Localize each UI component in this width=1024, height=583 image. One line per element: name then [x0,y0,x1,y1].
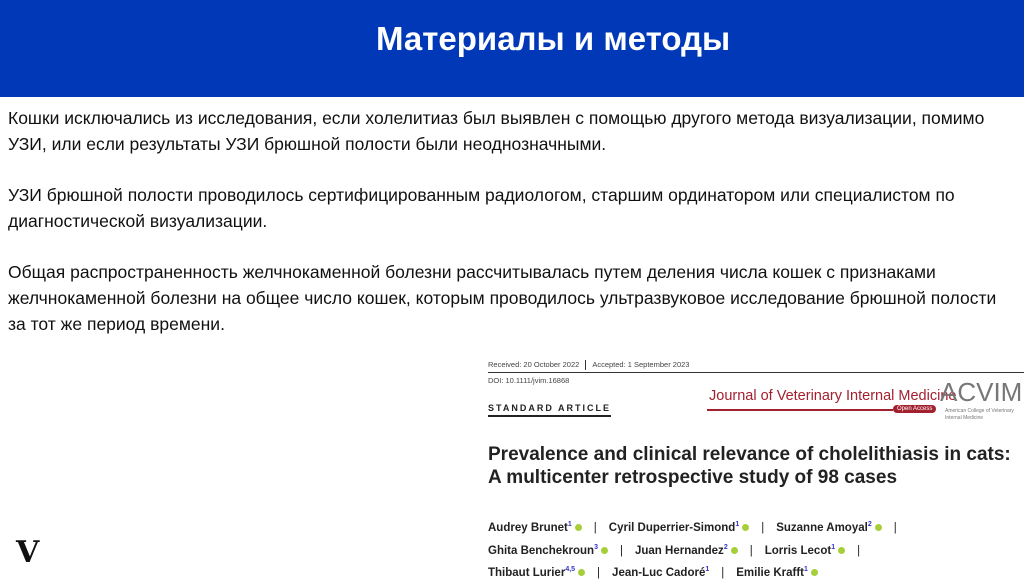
author: Emilie Krafft$^1$ [736,567,818,579]
orcid-icon [875,524,882,531]
author: Suzanne Amoyal$^2$ [776,522,882,534]
author-list [488,515,909,583]
divider [488,372,1024,373]
accepted-date: Accepted: 1 September 2023 [592,360,690,369]
orcid-icon [731,547,738,554]
article-dates [488,360,689,370]
acvim-subtitle: American College of Veterinary Internal Medicine [945,408,1014,421]
author: Audrey Brunet$^1$ [488,522,582,534]
slide-header [0,0,1024,97]
orcid-icon [601,547,608,554]
orcid-icon [811,569,818,576]
separator: | [761,521,765,534]
paragraph: Кошки исключались из исследования, если холелитиаз был выявлен с помощью другого метода визуализации, помимо УЗИ, или если результаты УЗИ брюшной полости были неоднозначными. [8,108,985,154]
paragraph: УЗИ брюшной полости проводилось сертифицированным радиологом, старшим ординатором или специалистом по диагностической визуализации. [8,185,955,231]
open-access-badge: Open Access [893,405,936,413]
affiliation: 1 [831,543,836,551]
article-screenshot [483,355,1024,580]
orcid-icon [578,569,585,576]
author: Jean-Luc Cadoré$^1$ [612,566,710,580]
slide-body [8,105,1008,362]
separator: | [619,544,623,557]
separator: | [597,567,601,580]
separator: | [893,521,897,534]
title-line: A multicenter retrospective study of 98 cases [488,467,898,488]
author: Thibaut Lurier$^{4,5}$ [488,567,585,579]
article-title [488,443,1011,489]
author: Ghita Benchekroun$^3$ [488,545,608,557]
doi: DOI: 10.1111/jvim.16868 [488,376,570,385]
author: Cyril Duperrier-Simond$^1$ [609,522,749,534]
journal-name: Journal of Veterinary Internal Medicine [709,388,957,404]
affiliation: 2 [723,543,728,551]
affiliation: 1 [735,521,740,528]
title-line: Prevalence and clinical relevance of cholelithiasis in cats: [488,444,1011,465]
author: Lorris Lecot$^1$ [765,545,845,557]
orcid-icon [838,547,845,554]
journal-underline [707,409,893,411]
paragraph: Общая распространенность желчнокаменной болезни рассчитывалась путем деления числа кошек с признаками желчнокаменной болезни на общее число кошек, которым проводилось ультразвуковое исследование брюшной полости за тот же период времени. [8,262,997,334]
slide-title: Материалы и методы [376,20,731,57]
article-type: STANDARD ARTICLE [488,403,611,417]
separator: | [721,567,725,580]
affiliation: 4,5 [565,566,576,574]
affiliation: 1 [567,521,572,528]
separator: | [593,521,597,534]
author: Juan Hernandez$^2$ [635,545,738,557]
acvim-logo: ACVIM [940,377,1023,407]
logo-icon: V [16,535,40,570]
orcid-icon [742,524,749,531]
affiliation: 2 [867,521,872,528]
affiliation: 3 [594,543,598,551]
received-date: Received: 20 October 2022 [488,360,580,369]
affiliation: 1 [804,566,808,574]
affiliation: 1 [705,566,710,574]
separator: | [749,544,753,557]
separator: | [857,544,861,557]
orcid-icon [575,524,582,531]
